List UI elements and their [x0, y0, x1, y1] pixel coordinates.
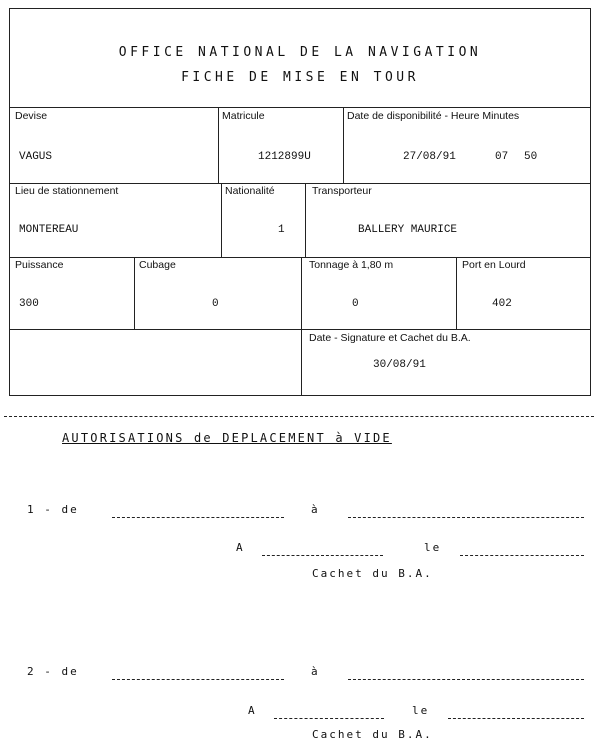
grid-line [218, 107, 219, 183]
minutes-value: 50 [524, 151, 538, 163]
entry-1-prefix: 1 - de [27, 503, 79, 516]
tonnage-value: 0 [352, 298, 359, 310]
grid-line [10, 183, 590, 184]
puissance-value: 300 [19, 298, 39, 310]
tonnage-label: Tonnage à 1,80 m [309, 259, 394, 271]
date-dispo-label: Date de disponibilité - Heure Minutes [347, 110, 520, 122]
cubage-value: 0 [212, 298, 219, 310]
autorisations-heading: AUTORISATIONS de DEPLACEMENT à VIDE [62, 431, 392, 445]
lieu-stationnement-label: Lieu de stationnement [15, 185, 119, 197]
entry-1-to-word: à [311, 503, 320, 516]
grid-line [134, 257, 135, 329]
lieu-stationnement-value: MONTEREAU [19, 224, 79, 236]
entry-2-prefix: 2 - de [27, 665, 79, 678]
entry-2-cachet: Cachet du B.A. [312, 728, 433, 741]
entry-2-place-field[interactable] [274, 718, 384, 719]
port-en-lourd-value: 402 [492, 298, 512, 310]
entry-1-cachet: Cachet du B.A. [312, 567, 433, 580]
entry-2-to-word: à [311, 665, 320, 678]
nationalite-value: 1 [278, 224, 285, 236]
entry-1-date-field[interactable] [460, 555, 584, 556]
heure-value: 07 [495, 151, 509, 163]
grid-line [343, 107, 344, 183]
signature-date-value: 30/08/91 [373, 359, 426, 371]
cubage-label: Cubage [139, 259, 176, 271]
signature-label: Date - Signature et Cachet du B.A. [309, 332, 471, 344]
transporteur-value: BALLERY MAURICE [358, 224, 458, 236]
mise-en-tour-form [9, 8, 591, 396]
matricule-label: Matricule [222, 110, 265, 122]
grid-line [305, 183, 306, 257]
transporteur-label: Transporteur [312, 185, 372, 197]
entry-2-from-field[interactable] [112, 679, 284, 680]
port-en-lourd-label: Port en Lourd [462, 259, 526, 271]
office-title: OFFICE NATIONAL DE LA NAVIGATION [118, 45, 482, 60]
entry-2-to-field[interactable] [348, 679, 584, 680]
entry-1-le-word: le [424, 541, 442, 554]
grid-line [301, 257, 302, 329]
grid-line [456, 257, 457, 329]
grid-line [10, 329, 590, 330]
entry-2-date-field[interactable] [448, 718, 584, 719]
grid-line [10, 257, 590, 258]
entry-1-from-field[interactable] [112, 517, 284, 518]
grid-line [10, 107, 590, 108]
grid-line [301, 329, 302, 395]
entry-1-to-field[interactable] [348, 517, 584, 518]
form-title: FICHE DE MISE EN TOUR [181, 70, 419, 85]
separator-line [4, 416, 594, 417]
matricule-value: 1212899U [258, 151, 311, 163]
entry-2-a-word: A [248, 704, 257, 717]
grid-line [221, 183, 222, 257]
entry-2-le-word: le [412, 704, 430, 717]
puissance-label: Puissance [15, 259, 64, 271]
entry-1-place-field[interactable] [262, 555, 383, 556]
entry-1-a-word: A [236, 541, 245, 554]
nationalite-label: Nationalité [225, 185, 275, 197]
date-dispo-value: 27/08/91 [403, 151, 456, 163]
devise-value: VAGUS [19, 151, 53, 163]
devise-label: Devise [15, 110, 48, 122]
